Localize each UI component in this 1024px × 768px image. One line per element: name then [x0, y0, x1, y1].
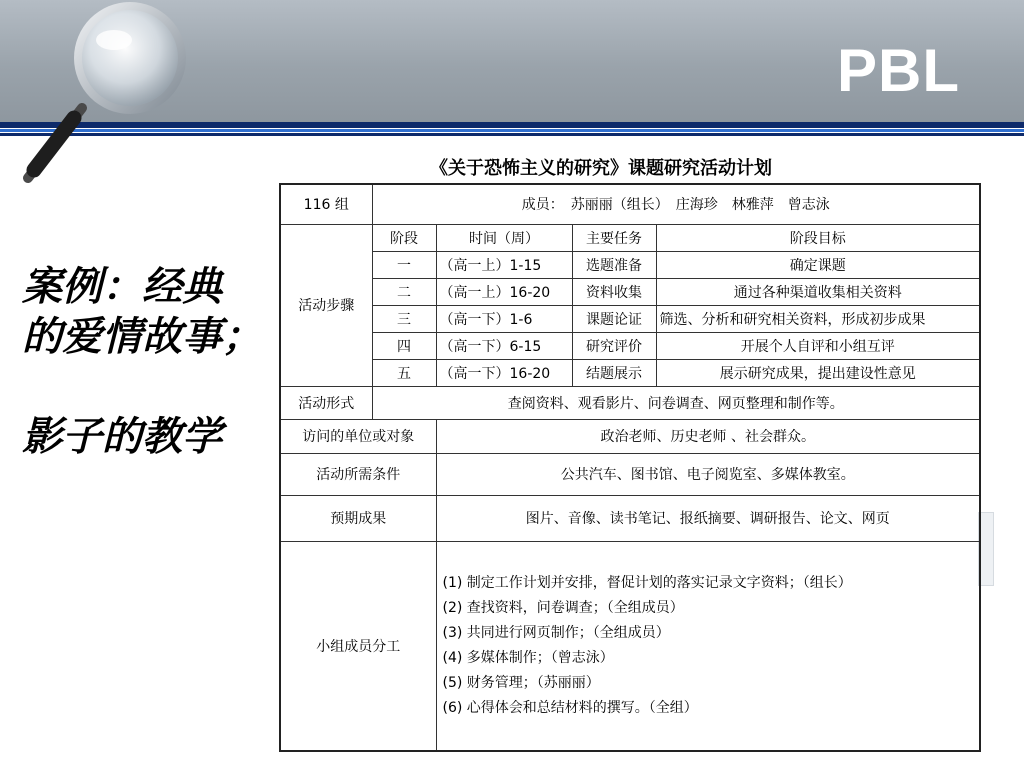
- header-cell: 主要任务: [572, 224, 656, 251]
- cond-value: 公共汽车、图书馆、电子阅览室、多媒体教室。: [436, 453, 980, 495]
- table-row: [280, 332, 980, 359]
- goal-cell: 展示研究成果，提出建设性意见: [656, 359, 980, 386]
- header-cell: 阶段目标: [656, 224, 980, 251]
- task-cell: 结题展示: [572, 359, 656, 386]
- task-cell: 课题论证: [572, 305, 656, 332]
- stage-cell: 一: [372, 251, 436, 278]
- table-row: [280, 541, 980, 751]
- task-cell: 选题准备: [572, 251, 656, 278]
- time-cell: （高一下）1-6: [436, 305, 572, 332]
- division-label: 小组成员分工: [280, 541, 436, 751]
- steps-label: 活动步骤: [280, 224, 372, 386]
- plan-table: [279, 183, 981, 752]
- division-item: (3) 共同进行网页制作；（全组成员）: [442, 624, 670, 641]
- task-cell: 资料收集: [572, 278, 656, 305]
- header-cell: 时间（周）: [436, 224, 572, 251]
- time-cell: （高一下）6-15: [436, 332, 572, 359]
- goal-cell: 开展个人自评和小组互评: [656, 332, 980, 359]
- stage-cell: 五: [372, 359, 436, 386]
- form-label: 活动形式: [280, 386, 372, 419]
- table-row: [280, 278, 980, 305]
- visit-value: 政治老师、历史老师 、社会群众。: [436, 419, 980, 453]
- result-value: 图片、音像、读书笔记、报纸摘要、调研报告、论文、网页: [436, 495, 980, 541]
- table-row: [280, 224, 980, 251]
- brand-title: PBL: [837, 37, 960, 104]
- time-cell: （高一上）1-15: [436, 251, 572, 278]
- division-item: (2) 查找资料，问卷调查；（全组成员）: [442, 599, 684, 616]
- stage-cell: 三: [372, 305, 436, 332]
- table-row: [280, 495, 980, 541]
- stage-cell: 二: [372, 278, 436, 305]
- division-item: (6) 心得体会和总结材料的撰写。（全组）: [442, 699, 698, 716]
- table-row: [280, 453, 980, 495]
- goal-cell: 通过各种渠道收集相关资料: [656, 278, 980, 305]
- table-row: [280, 359, 980, 386]
- visit-label: 访问的单位或对象: [280, 419, 436, 453]
- division-item: (1) 制定工作计划并安排，督促计划的落实记录文字资料；（组长）: [442, 574, 852, 591]
- case-line: 的爱情故事；: [22, 313, 262, 360]
- division-item: (4) 多媒体制作；（曾志泳）: [442, 649, 614, 666]
- form-value: 查阅资料、观看影片、问卷调查、网页整理和制作等。: [372, 386, 980, 419]
- cond-label: 活动所需条件: [280, 453, 436, 495]
- goal-cell: 筛选、分析和研究相关资料，形成初步成果: [656, 305, 980, 332]
- members-cell: 成员： 苏丽丽（组长） 庄海珍 林雅萍 曾志泳: [372, 184, 980, 224]
- division-list: [436, 541, 980, 751]
- header-cell: 阶段: [372, 224, 436, 251]
- plan-title: 《关于恐怖主义的研究》课题研究活动计划: [430, 158, 772, 179]
- case-line: 影子的教学: [22, 413, 222, 460]
- table-row: [280, 419, 980, 453]
- table-row: [280, 251, 980, 278]
- task-cell: 研究评价: [572, 332, 656, 359]
- case-line: 案例：经典: [22, 263, 222, 310]
- goal-cell: 确定课题: [656, 251, 980, 278]
- stage-cell: 四: [372, 332, 436, 359]
- group-cell: 116 组: [280, 184, 372, 224]
- table-row: [280, 386, 980, 419]
- case-caption: [22, 262, 262, 462]
- division-item: (5) 财务管理；（苏丽丽）: [442, 674, 600, 691]
- result-label: 预期成果: [280, 495, 436, 541]
- magnifier-icon: [10, 0, 200, 210]
- table-row: [280, 305, 980, 332]
- time-cell: （高一上）16-20: [436, 278, 572, 305]
- table-row: [280, 184, 980, 224]
- time-cell: （高一下）16-20: [436, 359, 572, 386]
